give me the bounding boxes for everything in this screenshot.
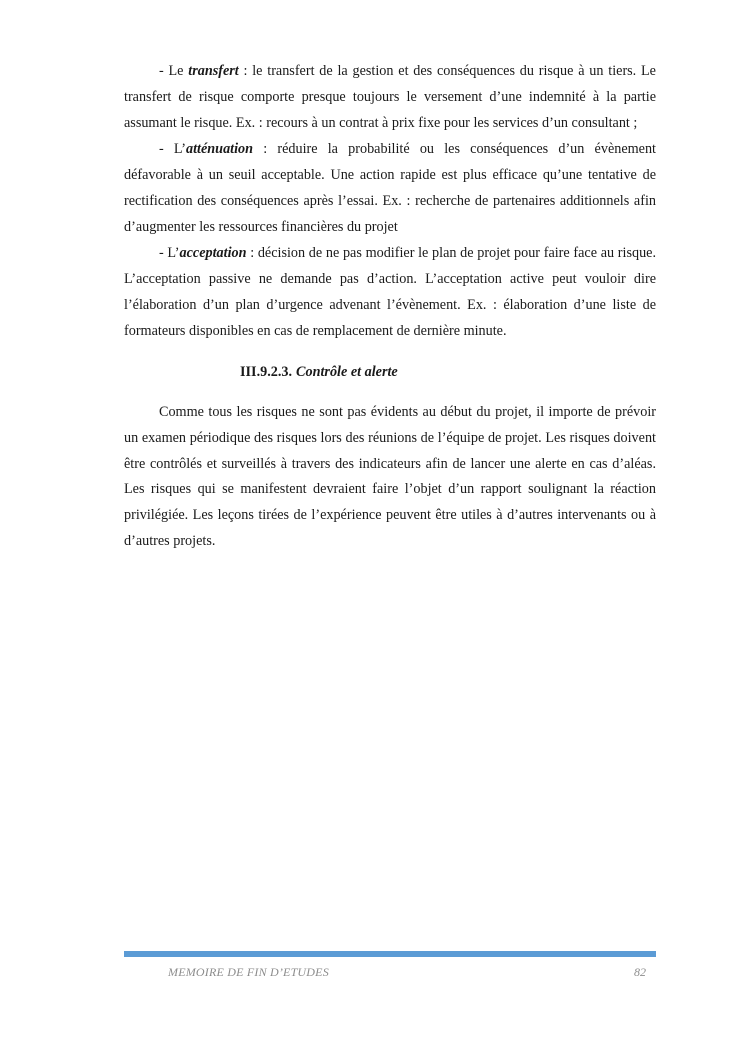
term-transfert: transfert [188,63,239,79]
section-number: III.9.2.3. [240,364,293,380]
paragraph-attenuation [124,136,656,240]
page-number: 82 [634,965,646,979]
paragraph-acceptation [124,240,656,344]
paragraph-text: : le transfert de la gestion et des conséquences du risque à un tiers. Le transfert de risque comporte presque toujours le versement d’une indemnité à la partie assumant le risque. Ex. : recours à un contrat à prix fixe pour les services d’un consultant ; [124,63,656,131]
paragraph-transfert [124,58,656,136]
term-acceptation: acceptation [179,245,247,261]
document-body [124,58,656,555]
paragraph-text: : décision de ne pas modifier le plan de projet pour faire face au risque. L’acceptation passive ne demande pas d’action. L’acceptation active peut vouloir dire l’élaboration d’un plan d’urgence advenant l’évènement. Ex. : élaboration d’une liste de formateurs disponibles en cas de remplacement de dernière minute. [124,245,657,339]
footer-title: MEMOIRE DE FIN D’ETUDES [168,965,329,979]
section-paragraph: Comme tous les risques ne sont pas évidents au début du projet, il importe de prévoir un examen périodique des risques lors des réunions de l’équipe de projet. Les risques doivent être contrôlés et surveillés à travers des indicateurs afin de lancer une alerte en cas d’aléas. Les risques qui se manifestent devraient faire l’objet d’un rapport soulignant la réaction privilégiée. Les leçons tirées de l’expérience peuvent être utiles à d’autres intervenants ou à d’autres projets. [124,404,656,549]
list-dash: - L’ [159,141,187,157]
term-attenuation: atténuation [186,141,254,157]
list-dash: - Le [159,63,189,79]
paragraph-text: : réduire la probabilité ou les conséquences d’un évènement défavorable à un seuil acceptable. Une action rapide est plus efficace qu’une tentative de rectification des conséquences après l’essai. Ex. : recherche de partenaires additionnels afin d’augmenter les ressources financières du projet [124,141,657,235]
section-title: Contrôle et alerte [296,364,398,380]
footer-rule [124,951,656,957]
section-heading [124,360,656,384]
list-dash: - L’ [159,245,180,261]
